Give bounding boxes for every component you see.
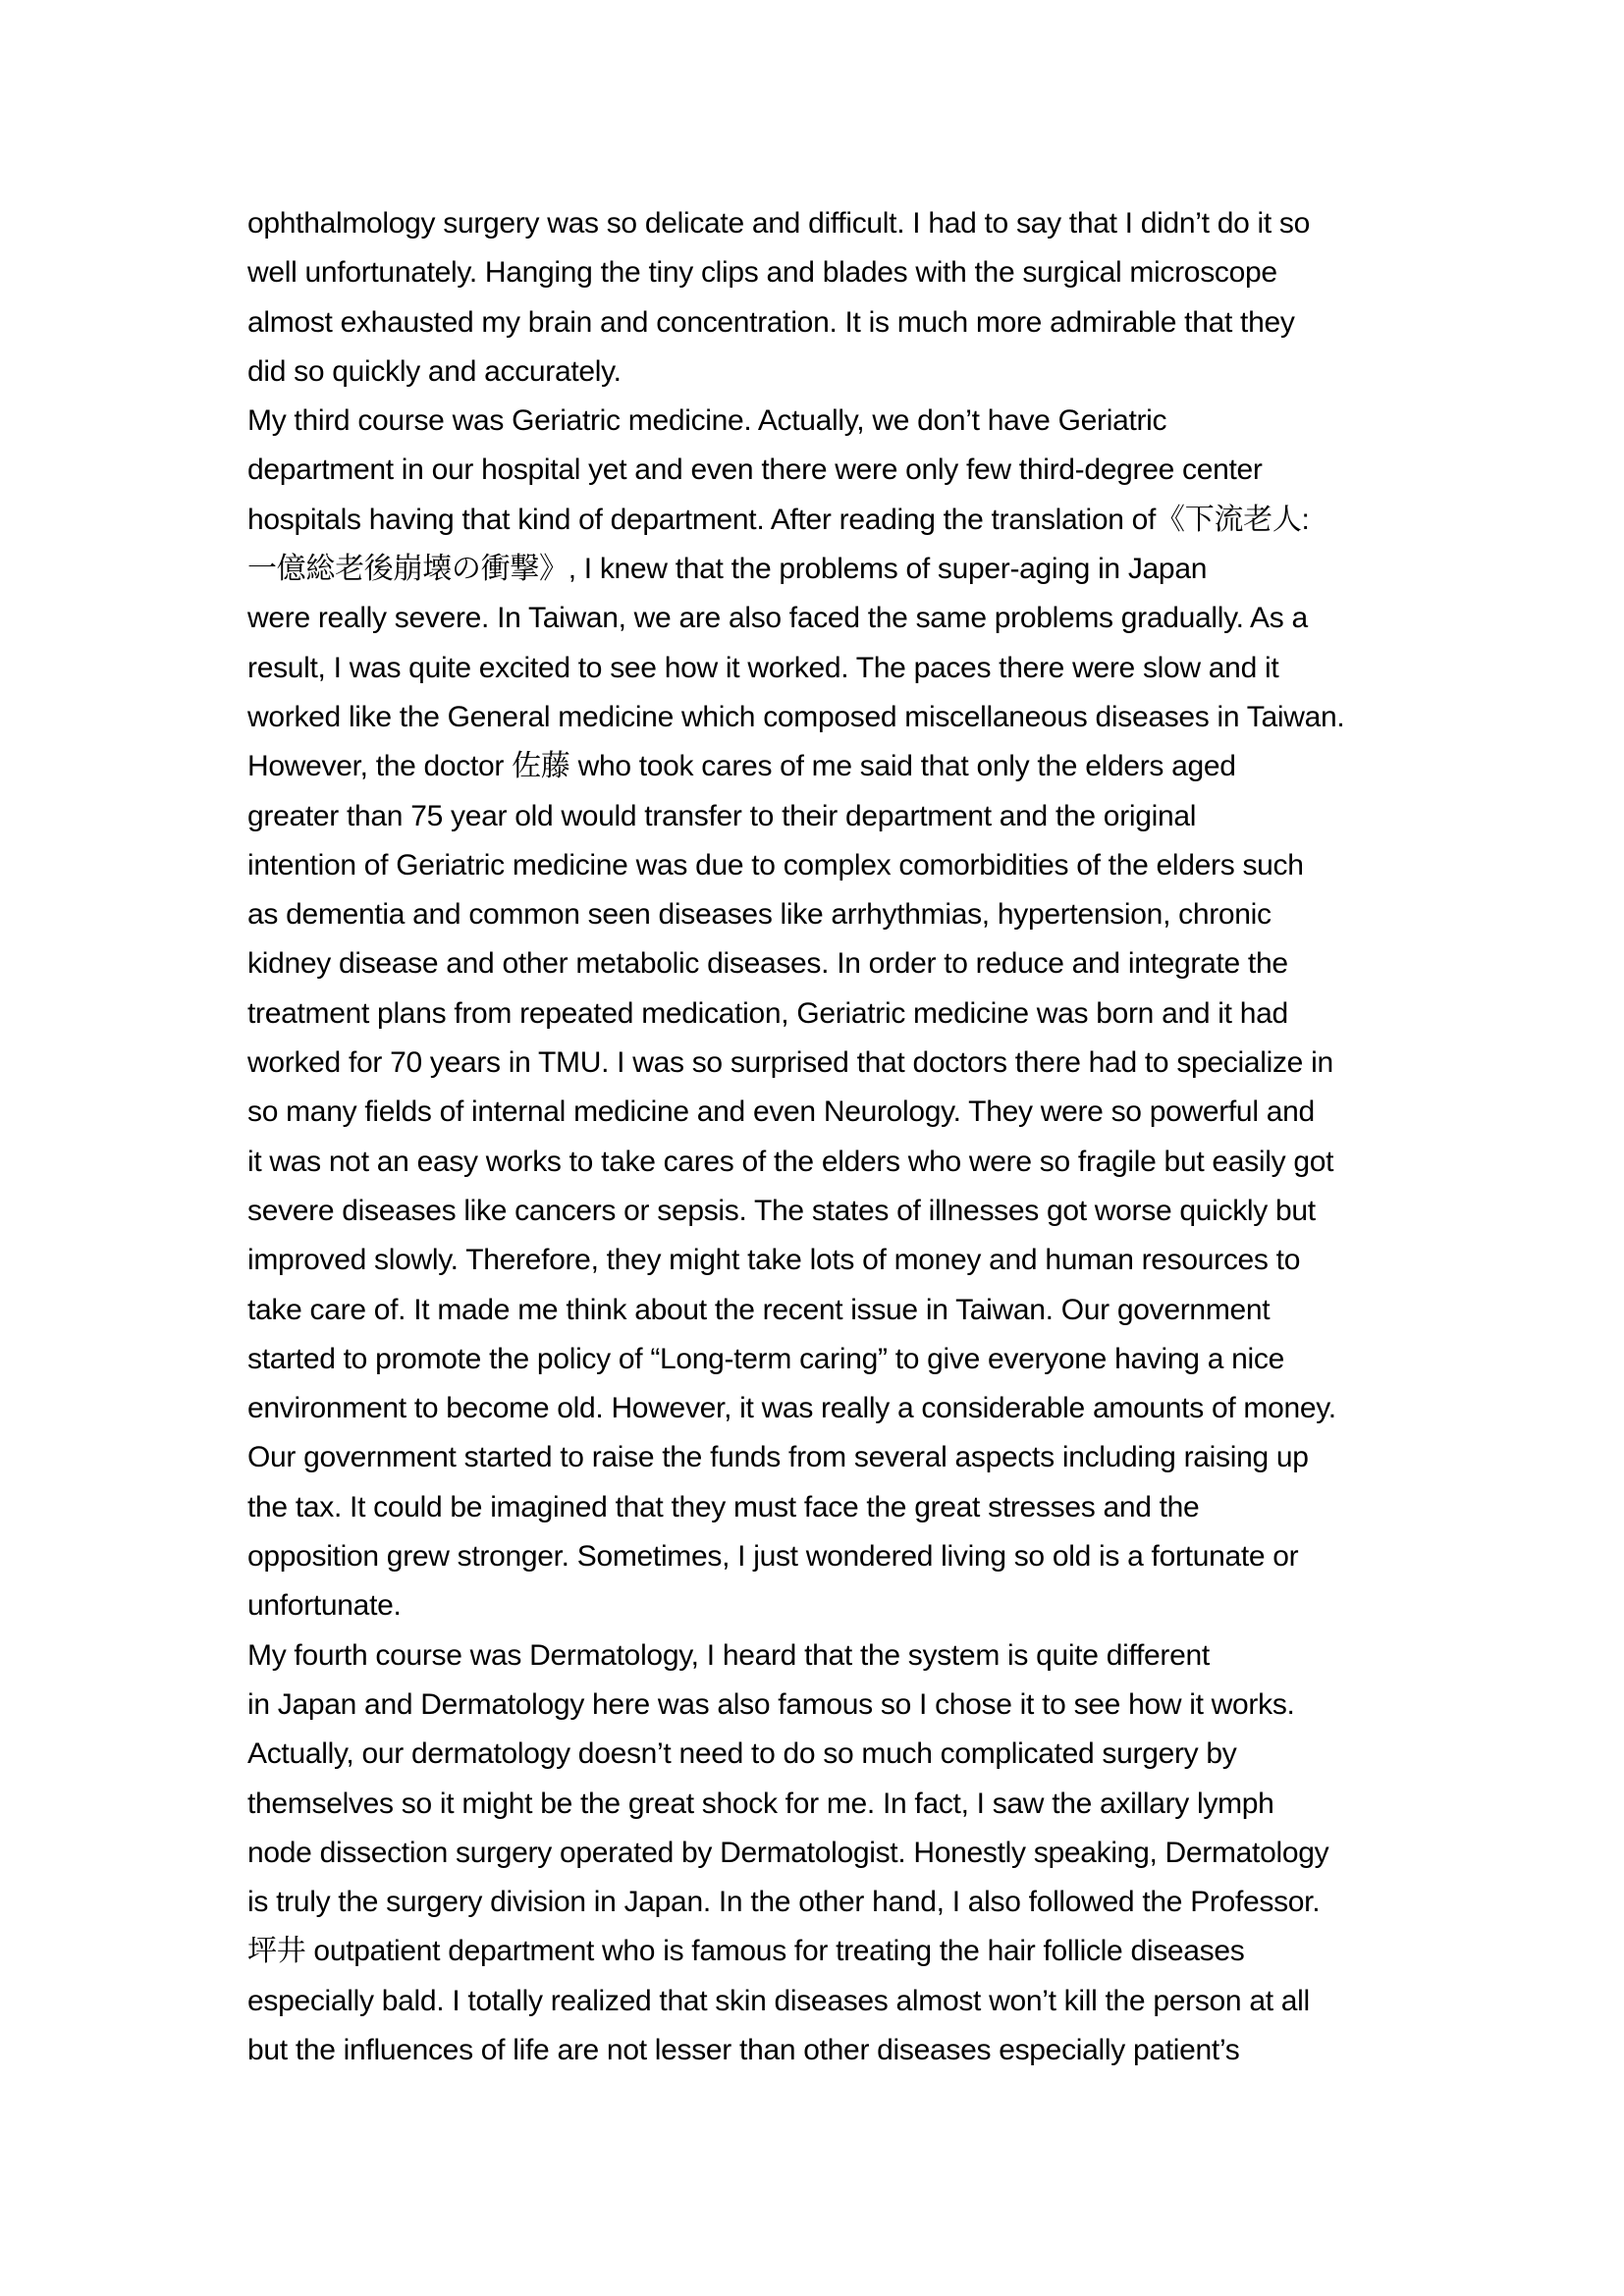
text-line: but the influences of life are not lesser than other diseases especially patient’s [247, 2033, 1240, 2066]
text-line: well unfortunately. Hanging the tiny clips and blades with the surgical microscope [247, 256, 1277, 290]
text-line: node dissection surgery operated by Dermatologist. Honestly speaking, Dermatology [247, 1836, 1329, 1869]
text-line: worked like the General medicine which composed miscellaneous diseases in Taiwan. [247, 700, 1345, 733]
text-line: the tax. It could be imagined that they must face the great stresses and the [247, 1490, 1200, 1523]
text-line: My fourth course was Dermatology, I heard that the system is quite different [247, 1638, 1210, 1672]
text-line: ophthalmology surgery was so delicate and difficult. I had to say that I didn’t do it so [247, 207, 1311, 240]
text-line: intention of Geriatric medicine was due to complex comorbidities of the elders such [247, 848, 1304, 881]
text-line: severe diseases like cancers or sepsis. The states of illnesses got worse quickly but [247, 1194, 1316, 1227]
text-line: Our government started to raise the funds from several aspects including raising up [247, 1441, 1309, 1474]
text-line: However, the doctor 佐藤 who took cares of me said that only the elders aged [247, 750, 1236, 783]
text-line: My third course was Geriatric medicine. Actually, we don’t have Geriatric [247, 404, 1167, 438]
text-line: department in our hospital yet and even there were only few third-degree center [247, 454, 1263, 487]
text-line: 坪井 outpatient department who is famous for treating the hair follicle diseases [247, 1935, 1245, 1968]
text-line: opposition grew stronger. Sometimes, I just wondered living so old is a fortunate or [247, 1540, 1299, 1574]
text-line: improved slowly. Therefore, they might take lots of money and human resources to [247, 1244, 1301, 1277]
text-line: take care of. It made me think about the recent issue in Taiwan. Our government [247, 1293, 1271, 1326]
text-line: in Japan and Dermatology here was also famous so I chose it to see how it works. [247, 1687, 1295, 1721]
text-line: themselves so it might be the great shock for me. In fact, I saw the axillary lymph [247, 1787, 1274, 1820]
text-line: so many fields of internal medicine and even Neurology. They were so powerful and [247, 1095, 1315, 1129]
text-line: worked for 70 years in TMU. I was so surprised that doctors there had to specialize in [247, 1046, 1333, 1080]
text-line: especially bald. I totally realized that skin diseases almost won’t kill the person at all [247, 1984, 1310, 2017]
text-line: started to promote the policy of “Long-term caring” to give everyone having a nice [247, 1342, 1284, 1375]
body-text [247, 199, 1465, 2075]
text-line: did so quickly and accurately. [247, 354, 622, 388]
text-line: 一億総老後崩壊の衝撃》, I knew that the problems of super-aging in Japan [247, 553, 1208, 586]
text-line: almost exhausted my brain and concentration. It is much more admirable that they [247, 305, 1295, 339]
text-line: result, I was quite excited to see how it worked. The paces there were slow and it [247, 651, 1279, 684]
text-line: greater than 75 year old would transfer to their department and the original [247, 799, 1197, 832]
text-line: hospitals having that kind of department. After reading the translation of《下流老人: [247, 503, 1310, 536]
text-line: unfortunate. [247, 1589, 402, 1623]
text-line: Actually, our dermatology doesn’t need to do so much complicated surgery by [247, 1737, 1237, 1771]
text-line: it was not an easy works to take cares of the elders who were so fragile but easily got [247, 1145, 1334, 1178]
text-line: environment to become old. However, it was really a considerable amounts of money. [247, 1392, 1336, 1425]
text-line: as dementia and common seen diseases like arrhythmias, hypertension, chronic [247, 898, 1272, 932]
text-line: treatment plans from repeated medication, Geriatric medicine was born and it had [247, 996, 1288, 1030]
text-line: kidney disease and other metabolic diseases. In order to reduce and integrate the [247, 947, 1288, 981]
text-line: were really severe. In Taiwan, we are also faced the same problems gradually. As a [247, 602, 1308, 635]
text-line: is truly the surgery division in Japan. In the other hand, I also followed the Professor. [247, 1886, 1321, 1919]
